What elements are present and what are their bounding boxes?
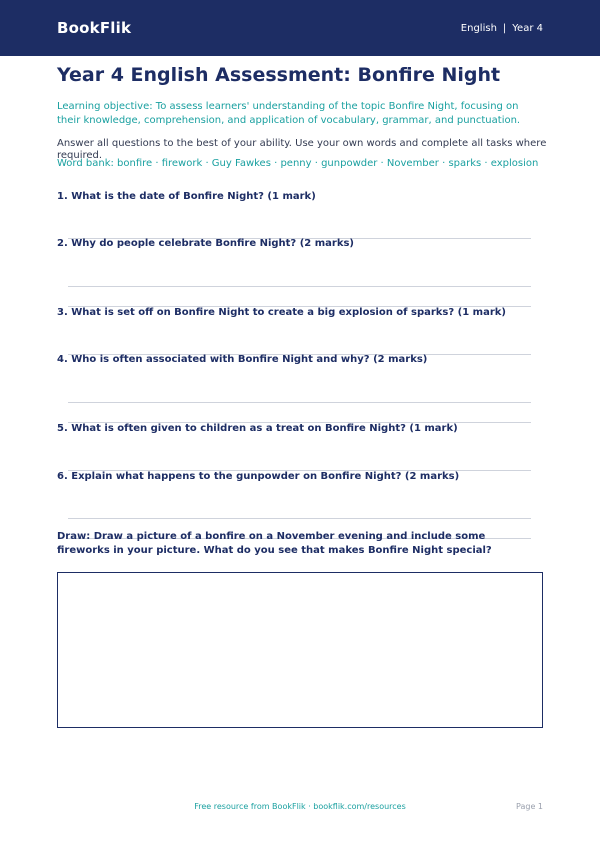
- learning-objective: Learning objective: To assess learners' understanding of the topic Bonfire Night, focusing on their knowledge, comprehension, and application of vocabulary, grammar, and punctuation.: [57, 101, 521, 126]
- page-number: Page 1: [516, 802, 543, 811]
- draw-prompt: Draw: Draw a picture of a bonfire on a November evening and include some fireworks in your picture. What do you see that makes Bonfire Night special?: [57, 531, 492, 556]
- drawing-area[interactable]: [57, 572, 543, 728]
- header-separator: |: [502, 22, 507, 34]
- answer-line[interactable]: [68, 518, 531, 519]
- question-4: 4. Who is often associated with Bonfire Night and why? (2 marks): [57, 354, 428, 365]
- answer-line[interactable]: [68, 286, 531, 287]
- question-2: 2. Why do people celebrate Bonfire Night? (2 marks): [57, 238, 354, 249]
- instructions: Answer all questions to the best of your ability. Use your own words and complete all tasks where required.: [57, 138, 547, 161]
- answer-line[interactable]: [68, 402, 531, 403]
- page-header: [0, 0, 600, 56]
- question-5: 5. What is often given to children as a treat on Bonfire Night? (1 mark): [57, 423, 458, 434]
- word-bank: Word bank: bonfire · firework · Guy Fawkes · penny · gunpowder · November · sparks · explosion: [57, 158, 539, 169]
- subject-label: English: [460, 22, 497, 34]
- question-6: 6. Explain what happens to the gunpowder on Bonfire Night? (2 marks): [57, 471, 460, 482]
- brand-logo[interactable]: BookFlik: [57, 19, 132, 37]
- footer-credit[interactable]: Free resource from BookFlik · bookflik.com/resources: [194, 802, 406, 811]
- question-1: 1. What is the date of Bonfire Night? (1 mark): [57, 191, 316, 202]
- year-label: Year 4: [512, 22, 543, 34]
- header-meta: [461, 23, 543, 34]
- page-title: Year 4 English Assessment: Bonfire Night: [57, 64, 501, 86]
- question-3: 3. What is set off on Bonfire Night to create a big explosion of sparks? (1 mark): [57, 307, 506, 318]
